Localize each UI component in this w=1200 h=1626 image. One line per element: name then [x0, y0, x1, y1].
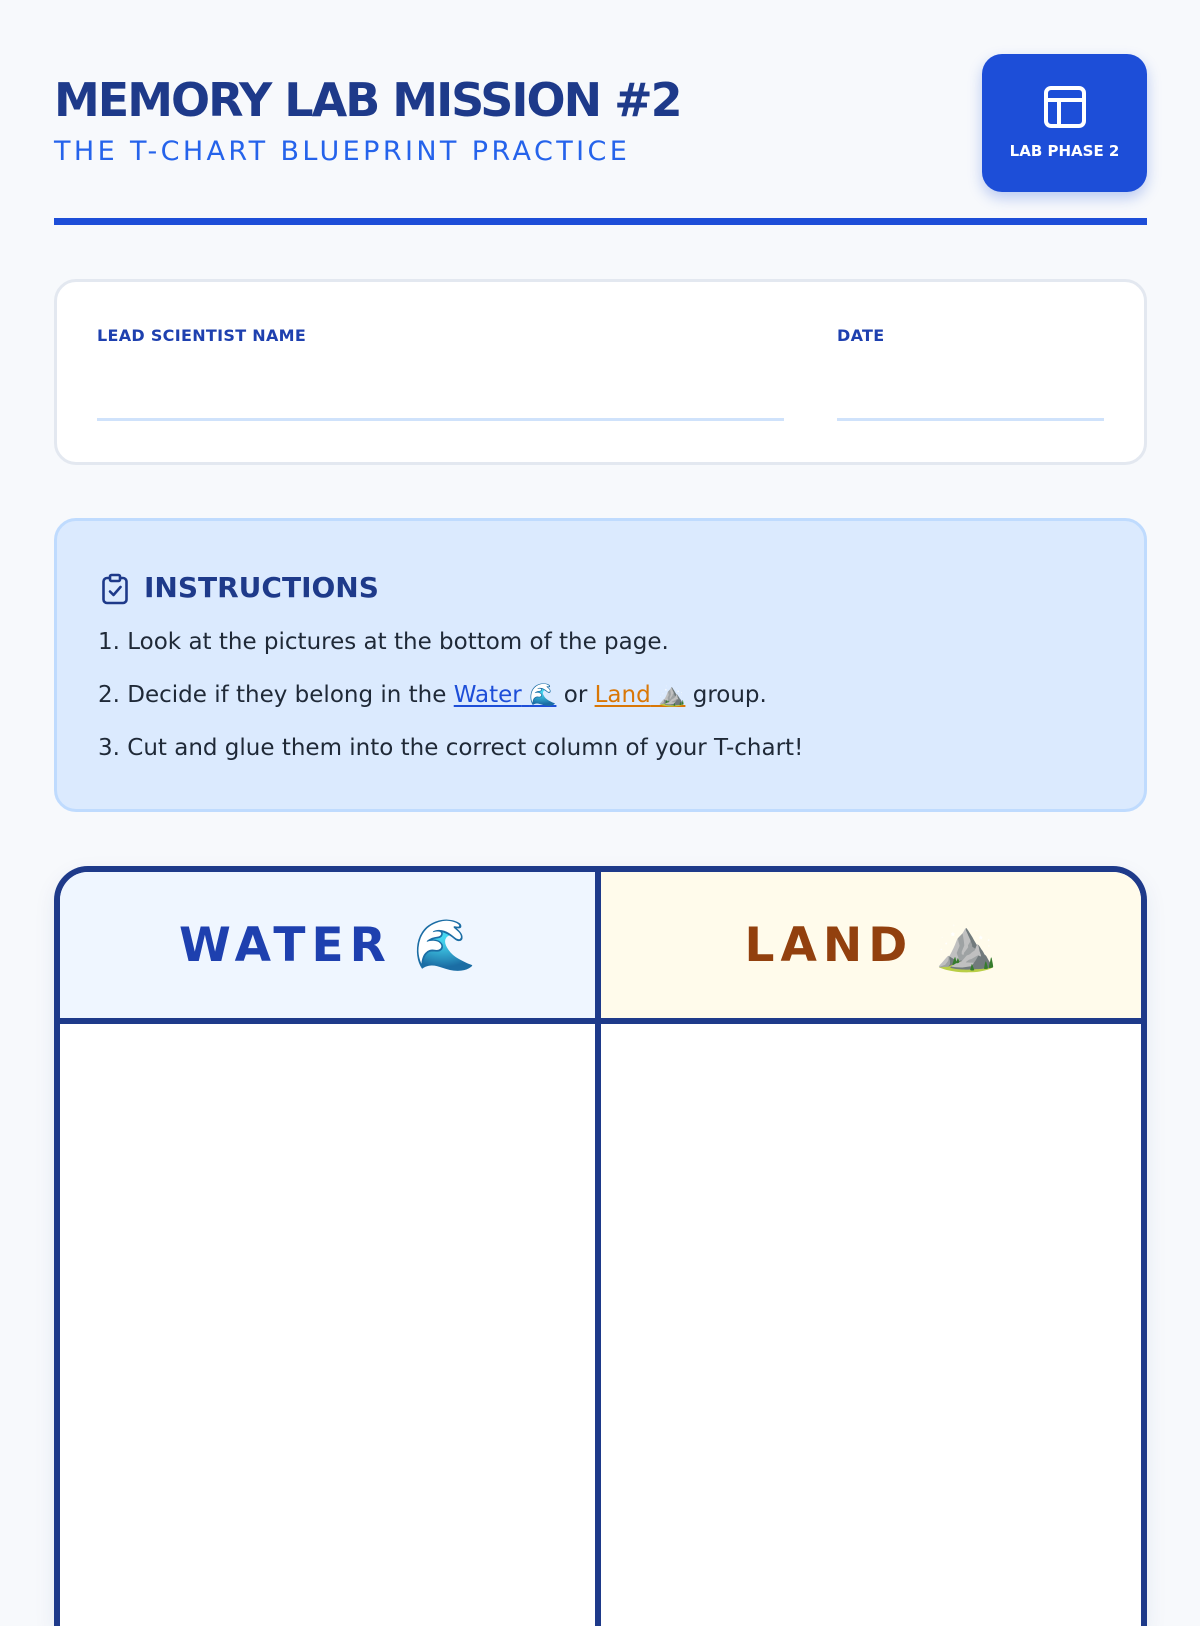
clipboard-check-icon — [101, 573, 129, 605]
t-chart — [54, 866, 1147, 1626]
water-link-text: Water — [453, 682, 522, 708]
instructions-panel — [54, 518, 1147, 812]
land-column-title: LAND — [744, 917, 914, 973]
land-link-text: Land — [594, 682, 651, 708]
water-column-header — [60, 872, 595, 1018]
lab-phase-label: LAB PHASE 2 — [1009, 142, 1120, 160]
layout-icon — [1041, 83, 1089, 131]
wave-icon: 🌊 — [413, 915, 477, 974]
instructions-list — [98, 625, 803, 784]
land-group-link[interactable] — [595, 682, 686, 708]
instruction-step-1: 1. Look at the pictures at the bottom of the page. — [98, 629, 669, 655]
mountain-icon: ⛰️ — [658, 683, 686, 708]
instructions-title: INSTRUCTIONS — [144, 571, 379, 604]
date-field-line[interactable] — [837, 418, 1104, 421]
header-divider — [54, 218, 1147, 225]
instruction-step-3: 3. Cut and glue them into the correct column of your T-chart! — [98, 735, 804, 761]
instruction-step-2-end: group. — [685, 682, 767, 708]
instruction-step-2-or: or — [556, 682, 595, 708]
student-info-card — [54, 279, 1147, 465]
name-field-label: LEAD SCIENTIST NAME — [97, 326, 307, 345]
page-header — [54, 54, 1147, 192]
wave-icon: 🌊 — [529, 683, 557, 708]
water-column-area[interactable] — [60, 1024, 595, 1626]
instruction-step-2-start: 2. Decide if they belong in the — [98, 682, 454, 708]
page-subtitle: THE T-CHART BLUEPRINT PRACTICE — [54, 136, 631, 167]
lab-phase-badge — [982, 54, 1147, 192]
water-group-link[interactable] — [454, 682, 557, 708]
date-field-label: DATE — [837, 326, 885, 345]
worksheet-page — [54, 0, 1147, 1600]
land-column-area[interactable] — [601, 1024, 1141, 1626]
land-column-header — [601, 872, 1141, 1018]
mountain-icon: ⛰️ — [935, 915, 998, 974]
name-field-line[interactable] — [97, 418, 784, 421]
instruction-step-2 — [98, 678, 803, 731]
water-column-title: WATER — [178, 917, 392, 973]
page-title: MEMORY LAB MISSION #2 — [54, 73, 681, 127]
